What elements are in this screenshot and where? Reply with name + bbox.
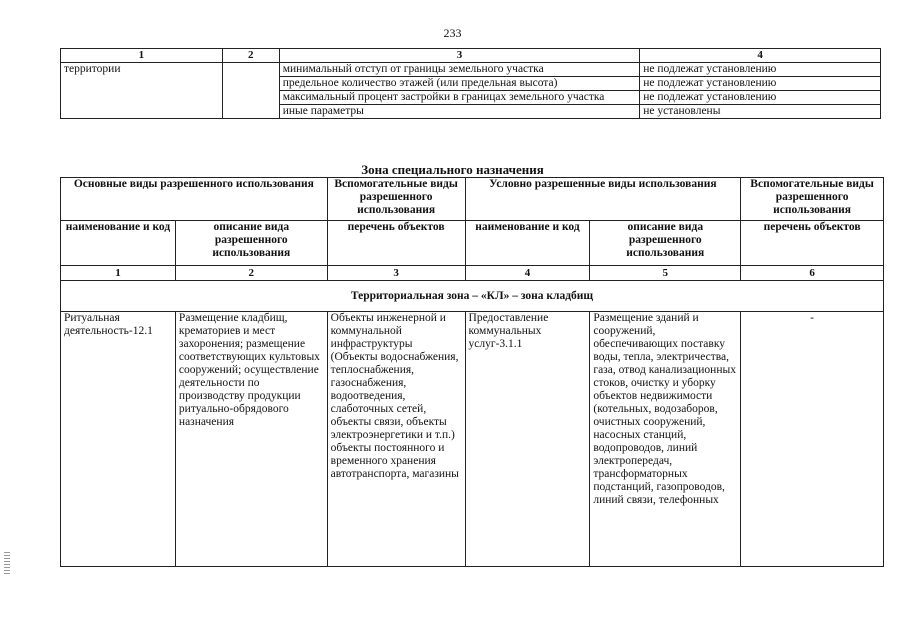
zone-table	[60, 177, 884, 567]
page-number: 233	[443, 26, 462, 40]
param-value: не подлежат установлению	[640, 77, 881, 91]
zone-row	[61, 281, 884, 312]
param-value: не подлежат установлению	[640, 91, 881, 105]
sub-header-row	[61, 221, 884, 266]
conditional-uses-header: Условно разрешенные виды использования	[465, 178, 741, 221]
aux-uses-header-2: Вспомогательные виды разрешенного использования	[741, 178, 884, 221]
name-code-header-2: наименование и код	[465, 221, 590, 266]
aux-objects-list-2: -	[741, 312, 884, 567]
col-number: 5	[590, 266, 741, 281]
param-name: иные параметры	[279, 105, 640, 119]
column-number-row	[61, 266, 884, 281]
use-name-code: Ритуальная деятельность-12.1	[61, 312, 176, 567]
col-number: 4	[640, 49, 881, 63]
use-description: Размещение кладбищ, крематориев и мест захоронения; размещение соответствующих культовых сооружений; осуществление деятельности по производству продукции ритуально-обрядового назначения	[175, 312, 327, 567]
empty-cell	[222, 63, 279, 119]
zone-title: Зона специального назначения	[361, 162, 544, 177]
parameters-table	[60, 48, 881, 119]
objects-list-header-2: перечень объектов	[741, 221, 884, 266]
aux-uses-header: Вспомогательные виды разрешенного использования	[327, 178, 465, 221]
conditional-use-description: Размещение зданий и сооружений, обеспечивающих поставку воды, тепла, электричества, газа, отвод канализационных стоков, очистку и уборку объектов недвижимости (котельных, водозаборов, очистных сооружений, насосных станций, водопроводов, линий электропередач, трансформаторных подстанций, газопроводов, линий связи, телефонных	[590, 312, 741, 567]
param-name: предельное количество этажей (или предельная высота)	[279, 77, 640, 91]
col-number: 2	[222, 49, 279, 63]
description-header: описание вида разрешенного использования	[175, 221, 327, 266]
param-name: максимальный процент застройки в границах земельного участка	[279, 91, 640, 105]
aux-objects-list: Объекты инженерной и коммунальной инфраструктуры (Объекты водоснабжения, теплоснабжения, газоснабжения, водоотведения, слаботочных сетей, объекты связи, объекты электроэнергетики и т.п.) объекты постоянного и временного хранения автотранспорта, магазины	[327, 312, 465, 567]
main-uses-header: Основные виды разрешенного использования	[61, 178, 328, 221]
col-number: 3	[327, 266, 465, 281]
description-header-2: описание вида разрешенного использования	[590, 221, 741, 266]
param-value: не подлежат установлению	[640, 63, 881, 77]
table-row	[61, 312, 884, 567]
col-number: 3	[279, 49, 640, 63]
objects-list-header: перечень объектов	[327, 221, 465, 266]
scan-edge-mark	[4, 552, 10, 574]
territory-cell: территории	[61, 63, 223, 119]
col-number: 2	[175, 266, 327, 281]
header-row	[61, 49, 881, 63]
table-row	[61, 63, 881, 77]
col-number: 4	[465, 266, 590, 281]
zone-name: Территориальная зона – «КЛ» – зона кладбищ	[61, 281, 884, 312]
conditional-use-name-code: Предоставление коммунальных услуг-3.1.1	[465, 312, 590, 567]
group-header-row	[61, 178, 884, 221]
param-name: минимальный отступ от границы земельного участка	[279, 63, 640, 77]
col-number: 1	[61, 266, 176, 281]
name-code-header: наименование и код	[61, 221, 176, 266]
param-value: не установлены	[640, 105, 881, 119]
col-number: 6	[741, 266, 884, 281]
col-number: 1	[61, 49, 223, 63]
